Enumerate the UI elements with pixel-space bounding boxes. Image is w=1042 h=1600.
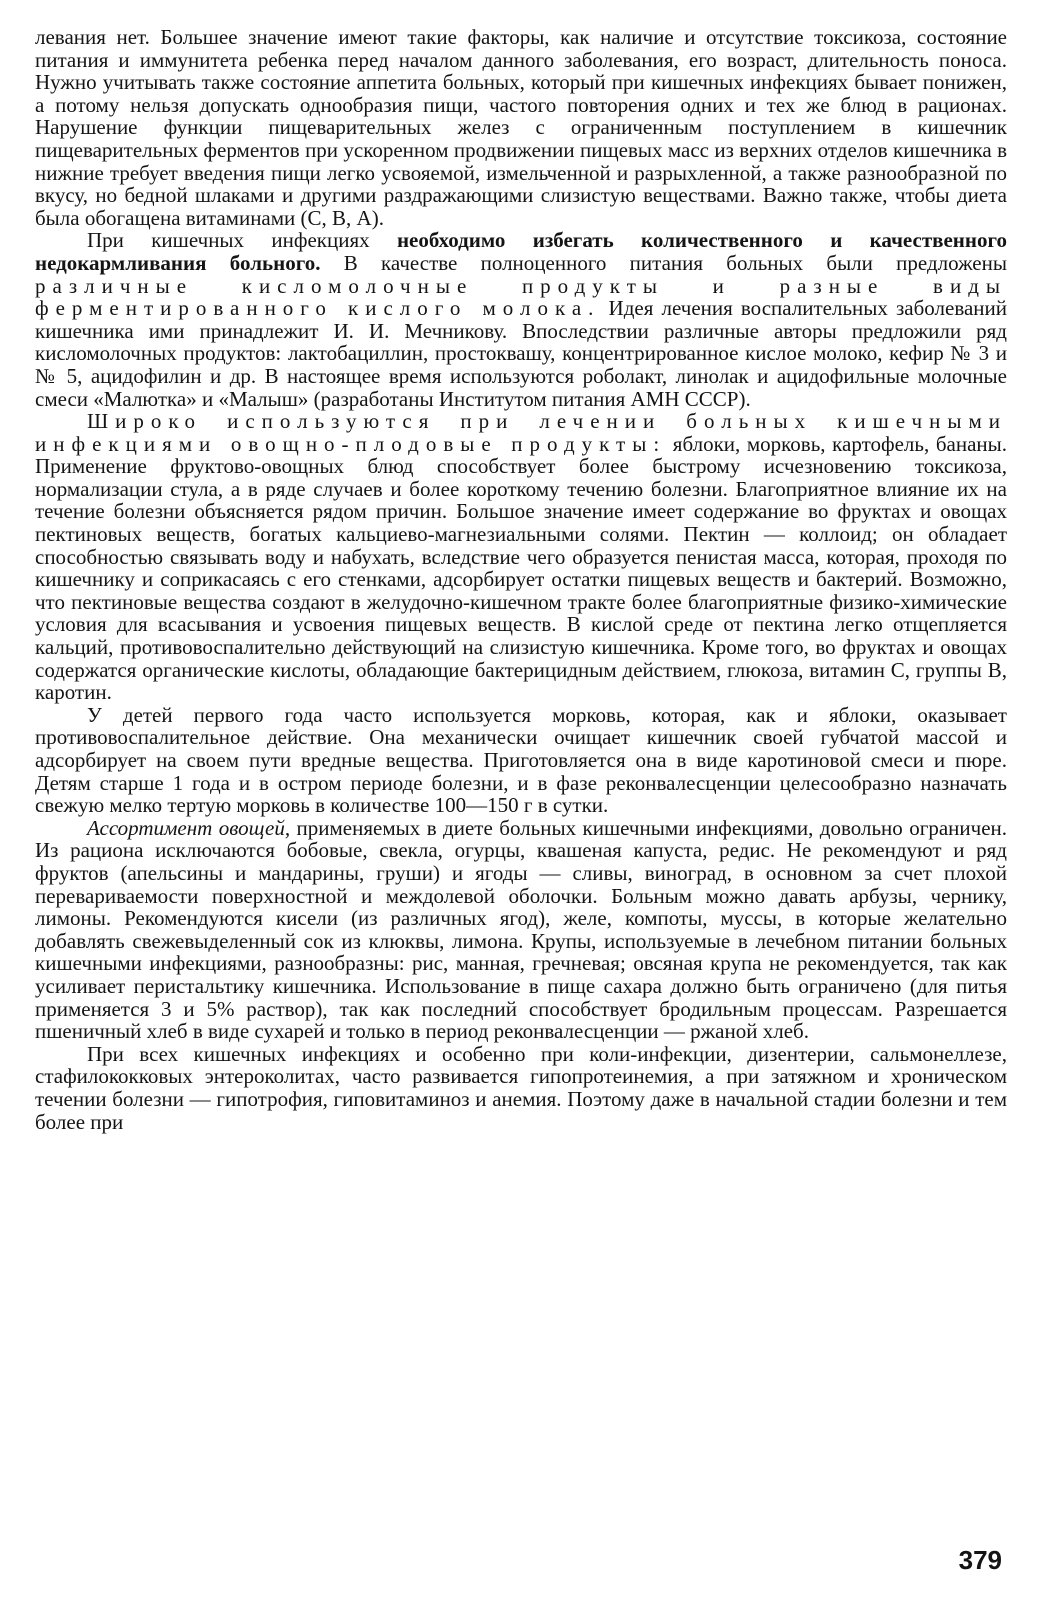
paragraph-4 — [35, 704, 1007, 817]
paragraph-6 — [35, 1043, 1007, 1133]
paragraph-3-spaced-emphasis: Широко используются при лечении больных кишечными инфекциями овощно-плодовые продукты: — [35, 409, 1007, 456]
paragraph-1 — [35, 26, 1007, 229]
paragraph-6-text: При всех кишечных инфекциях и особенно при коли-инфекции, дизентерии, сальмонеллезе, стафилококковых энтероколитах, часто развивается гипопротеинемия, а при затяжном и хроническом течении болезни — гипотрофия, гиповитаминоз и анемия. Поэтому даже в начальной стадии болезни и тем более при — [35, 1041, 1007, 1134]
paragraph-5-italic-emphasis: Ассортимент овощей, — [87, 815, 291, 840]
paragraph-2 — [35, 229, 1007, 410]
paragraph-4-text: У детей первого года часто используется морковь, которая, как и яблоки, оказывает противовоспалительное действие. Она механически очищает кишечник своей губчатой массой и адсорбирует на своем пути вредные вещества. Приготовляется она в виде каротиновой смеси и пюре. Детям старше 1 года и в остром периоде болезни, и в фазе реконвалесценции целесообразно назначать свежую мелко тертую морковь в количестве 100—150 г в сутки. — [35, 702, 1007, 818]
body-text — [35, 26, 1007, 1133]
paragraph-3-part-2: яблоки, морковь, картофель, бананы. Применение фруктово-овощных блюд способствует более быстрому исчезновению токсикоза, нормализации стула, а в ряде случаев и более короткому течению болезни. Благоприятное влияние их на течение болезни объясняется рядом причин. Большое значение имеет содержание во фруктах и овощах пектиновых веществ, богатых кальциево-магнезиальными солями. Пектин — коллоид; он обладает способностью связывать воду и набухать, вследствие чего образуется пенистая масса, которая, проходя по кишечнику и соприкасаясь с его стенками, адсорбирует остатки пищевых веществ и бактерий. Возможно, что пектиновые вещества создают в желудочно-кишечном тракте более благоприятные физико-химические условия для всасывания и усвоения пищевых веществ. В кислой среде от пектина легко отщепляется кальций, противовоспалительно действующий на слизистую кишечника. Кроме того, во фруктах и овощах содержатся органические кислоты, обладающие бактерицидным действием, глюкоза, витамин С, группы В, каротин. — [35, 431, 1007, 705]
paragraph-2-part-1: При кишечных инфекциях — [87, 228, 397, 253]
paragraph-5-part-2: применяемых в диете больных кишечными инфекциями, довольно ограничен. Из рациона исключаются бобовые, свекла, огурцы, квашеная капуста, редис. Не рекомендуют и ряд фруктов (апельсины и мандарины, груши) и ягоды — сливы, виноград, в основном за счет плохой перевариваемости поверхностной и междолевой оболочки. Больным можно давать арбузы, чернику, лимоны. Рекомендуются кисели (из различных ягод), желе, компоты, муссы, в которые желательно добавлять свежевыделенный сок из клюквы, лимона. Крупы, используемые в лечебном питании больных кишечными инфекциями, разнообразны: рис, манная, гречневая; овсяная крупа не рекомендуется, так как усиливает перистальтику кишечника. Использование в пище сахара должно быть ограничено (для питья применяется 3 и 5% раствор), так как последний способствует бродильным процессам. Разрешается пшеничный хлеб в виде сухарей и только в период реконвалесценции — ржаной хлеб. — [35, 815, 1008, 1044]
page-body — [35, 26, 1007, 1133]
paragraph-2-bold-emphasis: необходимо избегать количественного и качественного недокармливания больного. — [35, 228, 1008, 275]
paragraph-2-part-3: В качестве полноценного питания больных были предложены — [320, 250, 1007, 275]
paragraph-2-spaced-emphasis: различные кисломолочные продукты и разные виды ферментированного кислого молока. — [35, 273, 1007, 321]
paragraph-2-part-5: Идея лечения воспалительных заболеваний кишечника ими принадлежит И. И. Мечникову. Впоследствии различные авторы предложили ряд кисломолочных продуктов: лактобациллин, простоквашу, концентрированное кислое молоко, кефир № 3 и № 5, ацидофилин и др. В настоящее время используются роболакт, линолак и ацидофильные молочные смеси «Малютка» и «Малыш» (разработаны Институтом питания АМН СССР). — [35, 296, 1007, 411]
paragraph-5 — [35, 817, 1007, 1043]
paragraph-1-text: левания нет. Большее значение имеют такие факторы, как наличие и отсутствие токсикоза, состояние питания и иммунитета ребенка перед началом данного заболевания, его возраст, длительность поноса. Нужно учитывать также состояние аппетита больных, который при кишечных инфекциях бывает понижен, а потому нельзя допускать однообразия пищи, частого повторения одних и тех же блюд в рационах. Нарушение функции пищеварительных желез с ограниченным поступлением в кишечник пищеварительных ферментов при ускоренном продвижении пищевых масс из верхних отделов кишечника в нижние требует введения пищи легко усвояемой, измельченной и разрыхленной, а также разнообразной по вкусу, но бедной шлаками и другими раздражающими слизистую веществами. Важно также, чтобы диета была обогащена витаминами (С, В, А). — [35, 25, 1007, 230]
paragraph-3 — [35, 410, 1007, 704]
page-number: 379 — [958, 1545, 1002, 1575]
